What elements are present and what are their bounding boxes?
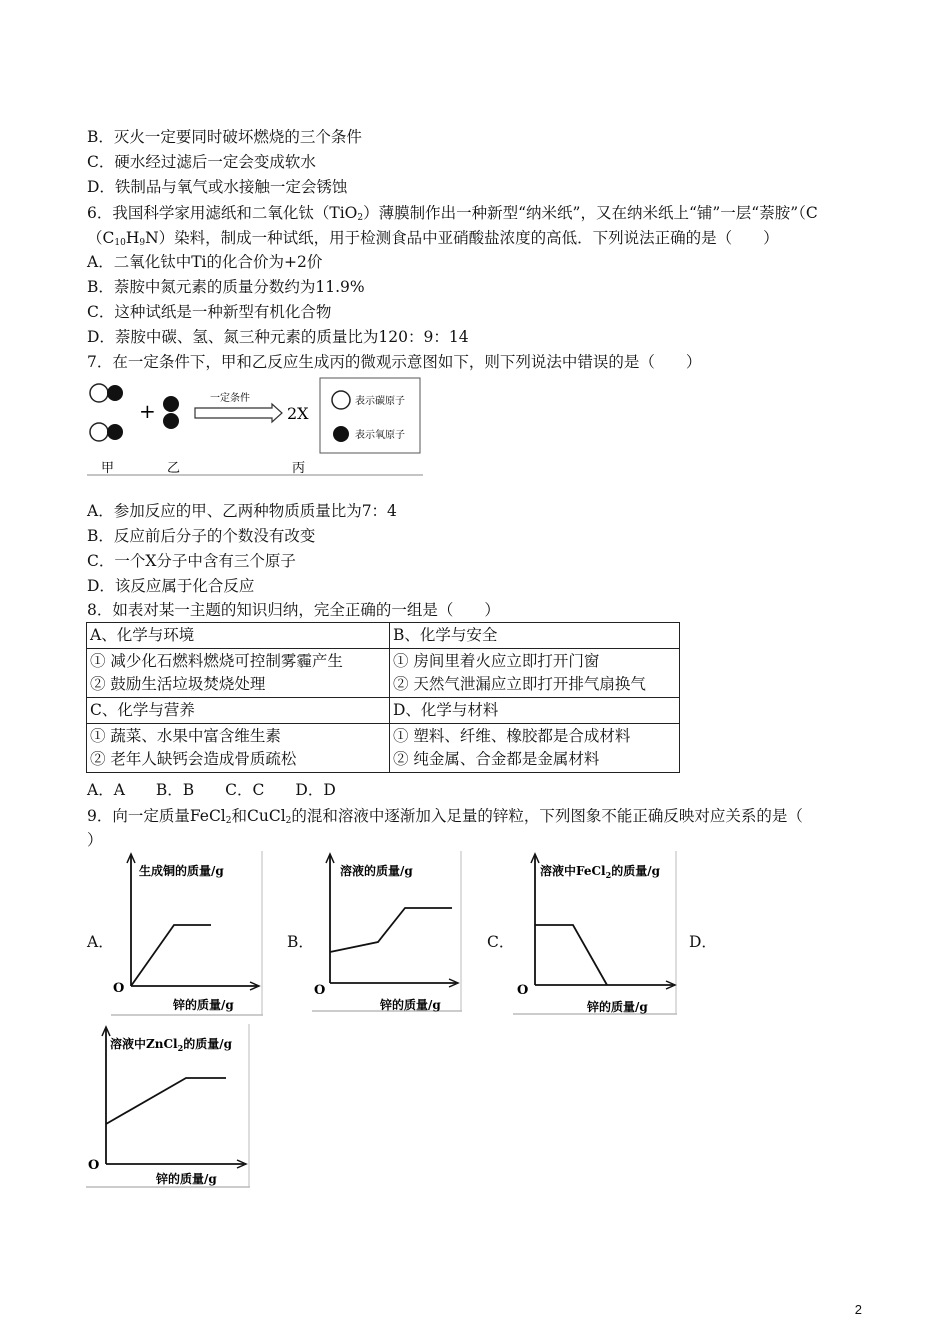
q9-label-a: A． xyxy=(87,933,114,951)
legend-oxygen-label: 表示氧原子 xyxy=(355,430,405,441)
graph-a-curve xyxy=(131,925,211,986)
graph-b-curve xyxy=(330,908,452,952)
legend-box xyxy=(320,378,420,453)
graph-d-xlabel: 锌的质量/g xyxy=(156,1172,217,1186)
q7-stem: 7．在一定条件下，甲和乙反应生成丙的微观示意图如下，则下列说法中错误的是（ ） xyxy=(87,353,702,371)
q6-stem: 6．我国科学家用滤纸和二氧化钛（TiO$_2$）薄膜制作出一种新型“纳米纸”，又在纳米纸上“铺”一层“萘胺$”(C(C_{10}H_9N)$染料，制成一种试纸，用于检测食品中亚硝酸盐浓度的高低．下列说法正确的是（ ） xyxy=(87,204,818,248)
q8-stem: 8．如表对某一主题的知识归纳，完全正确的一组是（ ） xyxy=(87,601,500,619)
reaction-diagram xyxy=(87,376,423,476)
q9-stem: 9．向一定质量FeCl$_2$和CuCl$_2$的混和溶液中逐渐加入足量的锌粒，下列图象不能正确反映对应关系的是（ xyxy=(87,807,803,826)
graph-c-ylabel: 溶液中FeCl$_2$的质量/g xyxy=(540,864,660,880)
knowledge-table xyxy=(86,622,680,773)
carbon-atom xyxy=(90,384,108,402)
label-yi: 乙 xyxy=(167,461,181,476)
carbon-atom xyxy=(90,423,108,441)
table-d-body: ① 塑料、纤维、橡胶都是合成材料 ② 纯金属、合金都是金属材料 xyxy=(390,724,680,773)
graph-c-xlabel: 锌的质量/g xyxy=(587,1000,648,1014)
oxygen-atom xyxy=(163,396,179,412)
arrow-condition: 一定条件 xyxy=(210,393,250,404)
label-jia: 甲 xyxy=(101,461,115,476)
product-2x: 2X xyxy=(287,404,309,423)
plus-sign: + xyxy=(139,399,156,423)
q5-option-b: B．灭火一定要同时破坏燃烧的三个条件 xyxy=(87,128,362,146)
graph-c xyxy=(513,851,679,1020)
graph-d-origin: O xyxy=(88,1158,100,1173)
graph-b xyxy=(312,851,464,1020)
arrow-icon xyxy=(195,404,282,422)
graph-d-ylabel: 溶液中ZnCl$_2$的质量/g xyxy=(110,1037,232,1053)
legend-carbon-icon xyxy=(332,391,350,409)
table-b-head: B、化学与安全 xyxy=(390,623,680,649)
q6-option-b: B．萘胺中氮元素的质量分数约为11.9% xyxy=(87,278,365,296)
q5-option-c: C．硬水经过滤后一定会变成软水 xyxy=(87,153,316,171)
oxygen-atom xyxy=(163,413,179,429)
oxygen-atom xyxy=(107,424,123,440)
q8-options: A．A B．B C．C D．D xyxy=(87,781,336,799)
q6-option-a: A．二氧化钛中Ti的化合价为+2价 xyxy=(87,253,323,271)
legend-oxygen-icon xyxy=(333,426,349,442)
q7-option-b: B．反应前后分子的个数没有改变 xyxy=(87,527,316,545)
table-a-body: ① 减少化石燃料燃烧可控制雾霾产生 ② 鼓励生活垃圾焚烧处理 xyxy=(87,649,390,698)
q9-label-c: C． xyxy=(487,933,515,951)
q7-option-c: C．一个X分子中含有三个原子 xyxy=(87,552,296,570)
graph-a xyxy=(111,851,263,1020)
q9-stem-end: ） xyxy=(87,831,103,849)
page-number: 2 xyxy=(854,1302,862,1317)
graph-b-ylabel: 溶液的质量/g xyxy=(340,864,413,878)
graph-a-origin: O xyxy=(113,981,125,996)
q5-option-d: D．铁制品与氧气或水接触一定会锈蚀 xyxy=(87,178,348,196)
q6-option-d: D．萘胺中碳、氢、氮三种元素的质量比为120：9：14 xyxy=(87,328,469,346)
graph-d-curve xyxy=(106,1078,226,1124)
legend-carbon-label: 表示碳原子 xyxy=(355,396,405,407)
table-c-head: C、化学与营养 xyxy=(87,698,390,724)
q7-option-a: A．参加反应的甲、乙两种物质质量比为7：4 xyxy=(87,502,397,520)
graph-b-xlabel: 锌的质量/g xyxy=(380,998,441,1012)
table-d-head: D、化学与材料 xyxy=(390,698,680,724)
table-c-body: ① 蔬菜、水果中富含维生素 ② 老年人缺钙会造成骨质疏松 xyxy=(87,724,390,773)
oxygen-atom xyxy=(107,385,123,401)
q9-label-b: B． xyxy=(287,933,314,951)
graph-a-ylabel: 生成铜的质量/g xyxy=(139,864,224,878)
graph-b-origin: O xyxy=(314,983,326,998)
q9-label-d: D． xyxy=(689,933,717,951)
graph-c-origin: O xyxy=(517,983,529,998)
graph-a-xlabel: 锌的质量/g xyxy=(173,998,234,1012)
q7-option-d: D．该反应属于化合反应 xyxy=(87,577,255,595)
q6-option-c: C．这种试纸是一种新型有机化合物 xyxy=(87,303,332,321)
graph-d xyxy=(86,1024,252,1193)
table-b-body: ① 房间里着火应立即打开门窗 ② 天然气泄漏应立即打开排气扇换气 xyxy=(390,649,680,698)
graph-c-curve xyxy=(535,925,607,985)
label-bing: 丙 xyxy=(292,461,306,476)
table-a-head: A、化学与环境 xyxy=(87,623,390,649)
